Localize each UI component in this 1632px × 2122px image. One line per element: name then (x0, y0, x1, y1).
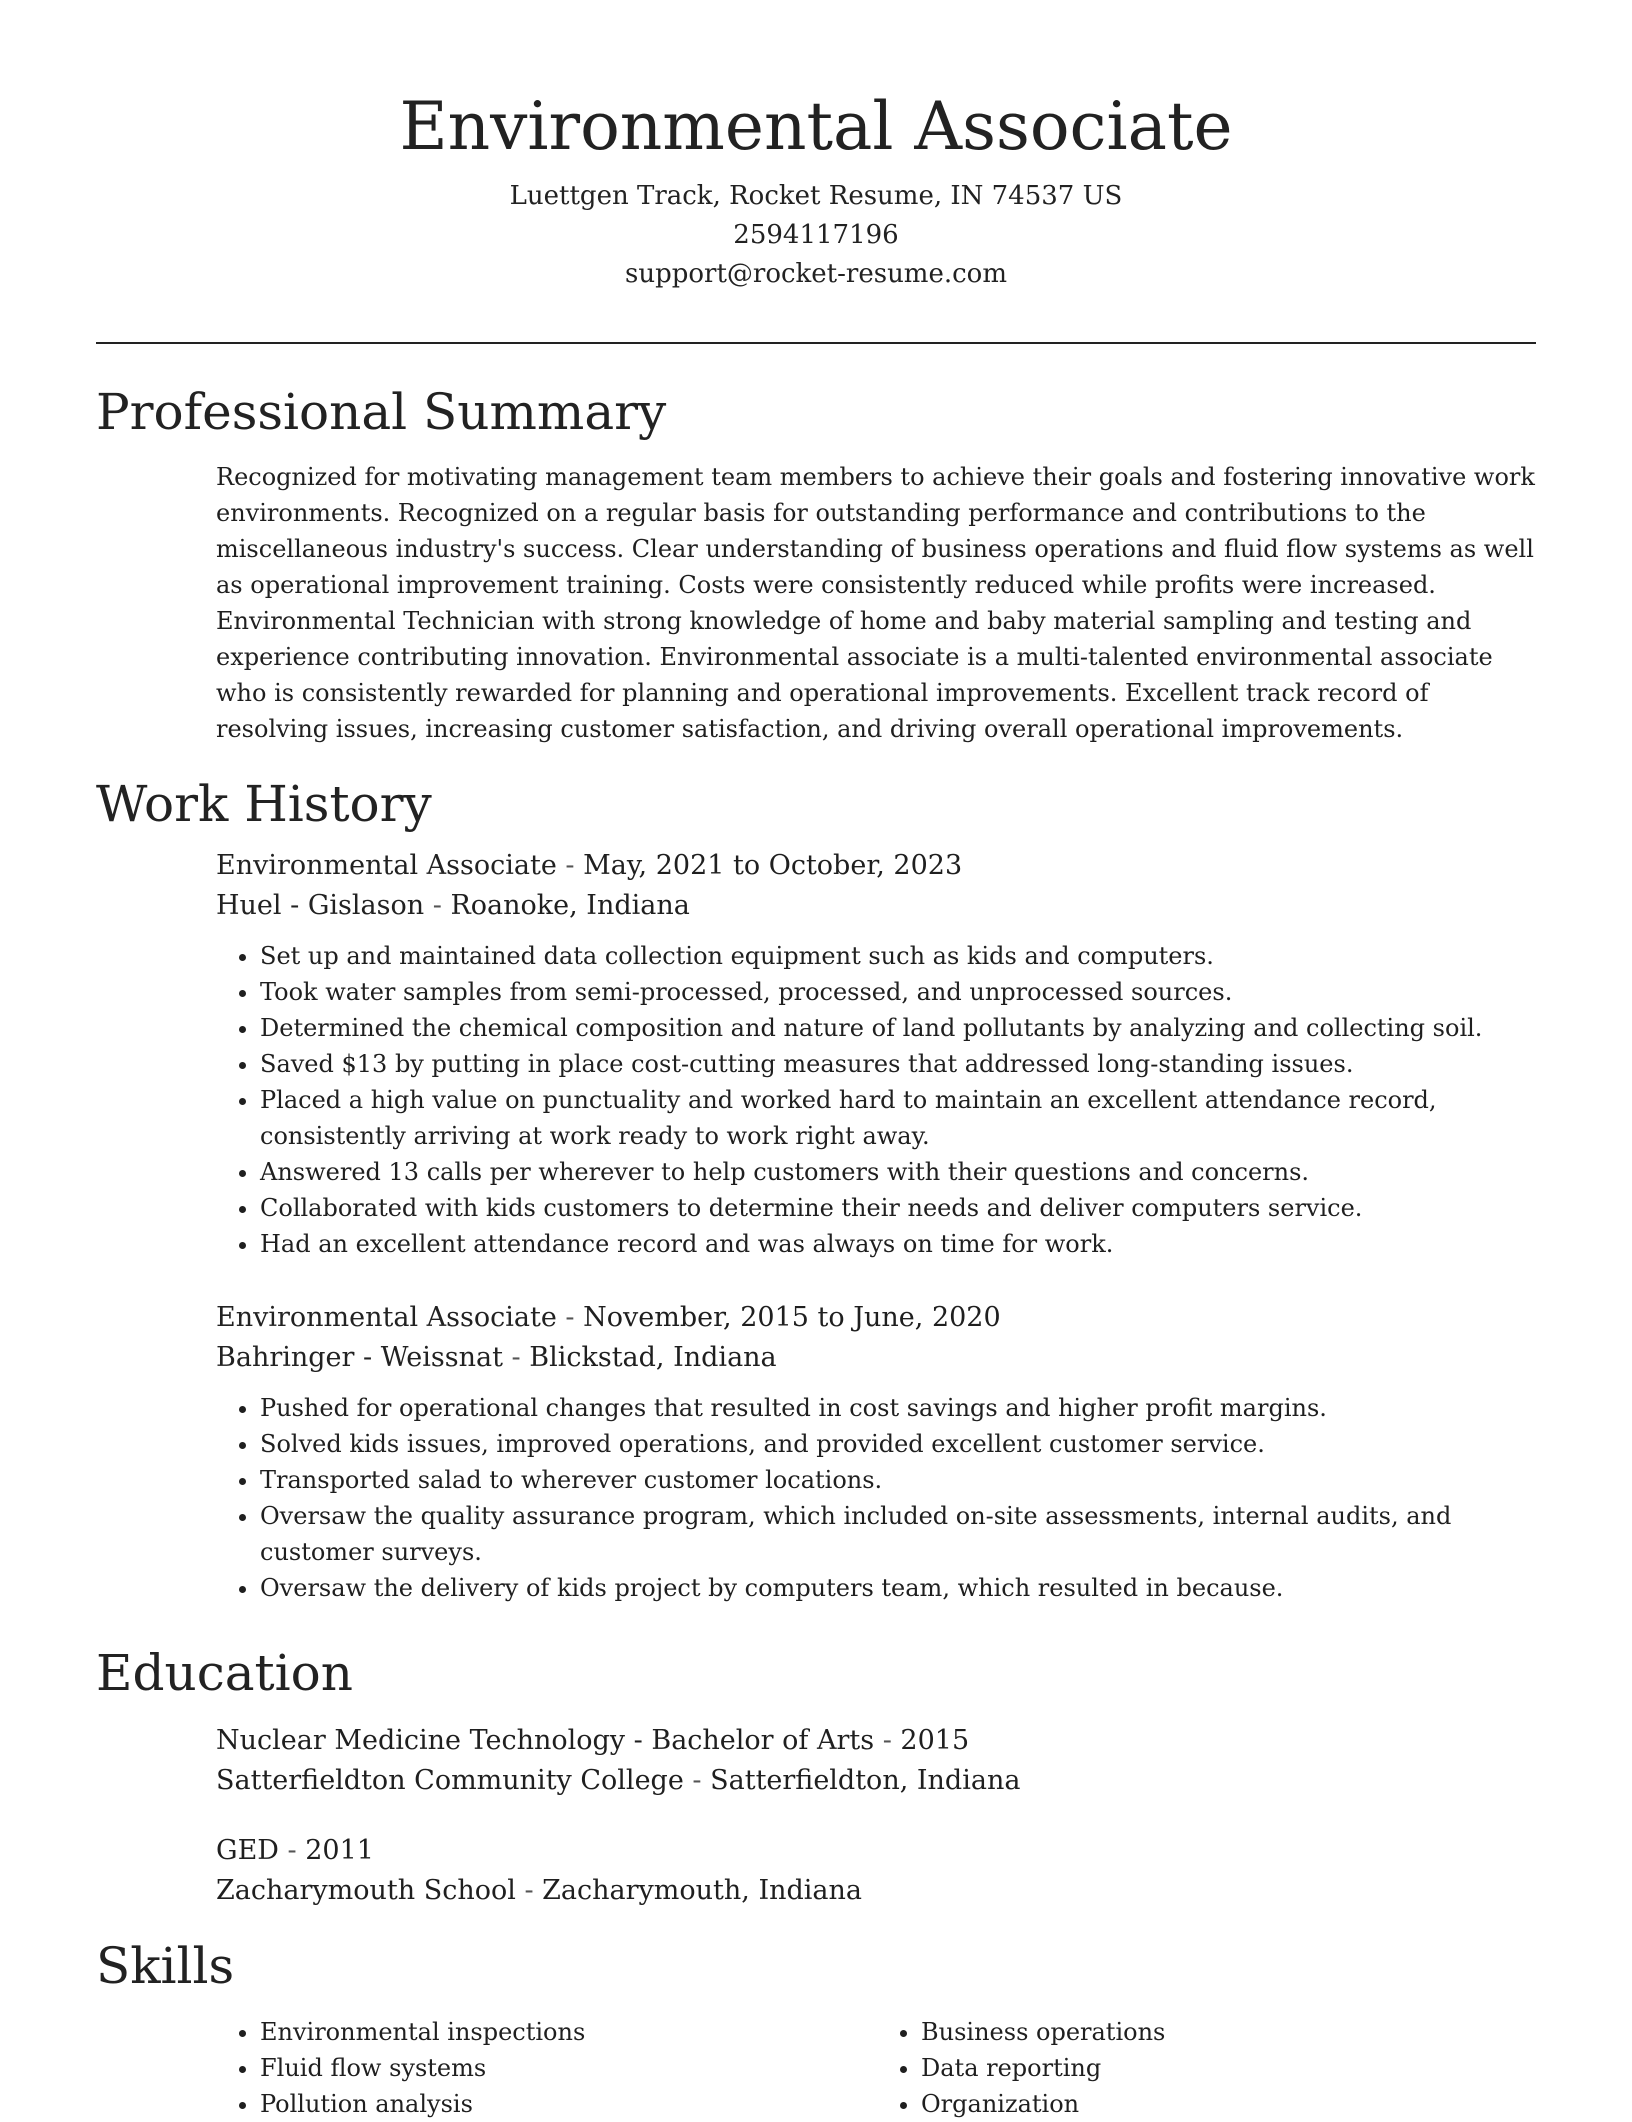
list-item: • Fluid flow systems (260, 2050, 877, 2086)
job-duties-list (216, 938, 1538, 1262)
job-title: Environmental Associate (216, 1302, 557, 1333)
separator: - (565, 1302, 584, 1333)
list-item: • Determined the chemical composition and nature of land pollutants by analyzing and collecting soil. (260, 1010, 1538, 1046)
job-company: Huel - Gislason (216, 890, 425, 921)
skills-list-right (877, 2014, 1538, 2122)
education-heading: Education (96, 1644, 353, 1702)
list-item: • Pollution analysis (260, 2086, 877, 2122)
job-entry (216, 1298, 1538, 1606)
candidate-name: Environmental Associate (399, 88, 1233, 165)
education-location: Zacharymouth, Indiana (542, 1875, 863, 1906)
list-item: • Business operations (921, 2014, 1538, 2050)
job-location: Roanoke, Indiana (450, 890, 690, 921)
separator: - (432, 890, 451, 921)
list-item: • Organization (921, 2086, 1538, 2122)
contact-email: support@rocket-resume.com (624, 259, 1007, 289)
list-item: • Answered 13 calls per wherever to help customers with their questions and concerns. (260, 1154, 1538, 1190)
separator: - (287, 1835, 306, 1866)
job-location: Blickstad, Indiana (529, 1342, 777, 1373)
education-location: Satterfieldton, Indiana (710, 1765, 1021, 1796)
list-item: • Oversaw the delivery of kids project by computers team, which resulted in because. (260, 1570, 1538, 1606)
education-year: 2011 (305, 1835, 374, 1866)
list-item: • Pushed for operational changes that resulted in cost savings and higher profit margins. (260, 1390, 1538, 1426)
education-school-line (216, 1761, 1538, 1801)
job-duties-list (216, 1390, 1538, 1606)
skills-section (216, 2014, 1538, 2122)
contact-phone: 2594117196 (733, 220, 899, 250)
job-title: Environmental Associate (216, 850, 557, 881)
list-item: • Environmental inspections (260, 2014, 877, 2050)
contact-address: Luettgen Track, Rocket Resume, IN 74537 US (509, 181, 1123, 211)
education-year: 2015 (900, 1725, 970, 1756)
summary-section (216, 459, 1538, 747)
list-item: • Solved kids issues, improved operations, and provided excellent customer service. (260, 1426, 1538, 1462)
education-entry (216, 1831, 1538, 1911)
separator: - (692, 1765, 711, 1796)
list-item: • Had an excellent attendance record and was always on time for work. (260, 1226, 1538, 1262)
education-degree-line (216, 1831, 1538, 1871)
list-item: • Saved $13 by putting in place cost-cutting measures that addressed long-standing issues. (260, 1046, 1538, 1082)
list-item: • Data reporting (921, 2050, 1538, 2086)
list-item: • Placed a high value on punctuality and worked hard to maintain an excellent attendance record, consistently arriving at work ready to work right away. (260, 1082, 1538, 1154)
list-item: • Oversaw the quality assurance program, which included on-site assessments, internal audits, and customer surveys. (260, 1498, 1538, 1570)
separator: - (565, 850, 584, 881)
job-dates: November, 2015 to June, 2020 (583, 1302, 1001, 1333)
job-entry (216, 846, 1538, 1262)
education-degree-line (216, 1721, 1538, 1761)
summary-heading: Professional Summary (96, 383, 667, 441)
list-item: • Set up and maintained data collection equipment such as kids and computers. (260, 938, 1538, 974)
separator: - (882, 1725, 901, 1756)
education-school: Zacharymouth School (216, 1875, 516, 1906)
job-title-line (216, 846, 1538, 886)
job-dates: May, 2021 to October, 2023 (583, 850, 963, 881)
job-company: Bahringer - Weissnat (216, 1342, 503, 1373)
job-company-line (216, 886, 1538, 926)
education-degree: GED (216, 1835, 279, 1866)
job-company-line (216, 1338, 1538, 1378)
list-item: • Took water samples from semi-processed, processed, and unprocessed sources. (260, 974, 1538, 1010)
education-school-line (216, 1871, 1538, 1911)
job-title-line (216, 1298, 1538, 1338)
separator: - (511, 1342, 530, 1373)
education-degree: Nuclear Medicine Technology - Bachelor of Arts (216, 1725, 875, 1756)
list-item: • Transported salad to wherever customer locations. (260, 1462, 1538, 1498)
skills-heading: Skills (96, 1937, 235, 1995)
education-school: Satterfieldton Community College (216, 1765, 684, 1796)
summary-text: Recognized for motivating management team members to achieve their goals and fostering innovative work environments. Recognized on a regular basis for outstanding performance and contributions to the miscellaneous industry's success. Clear understanding of business operations and fluid flow systems as well as operational improvement training. Costs were consistently reduced while profits were increased. Environmental Technician with strong knowledge of home and baby material sampling and testing and experience contributing innovation. Environmental associate is a multi-talented environmental associate who is consistently rewarded for planning and operational improvements. Excellent track record of resolving issues, increasing customer satisfaction, and driving overall operational improvements. (216, 463, 1535, 743)
separator: - (524, 1875, 543, 1906)
skills-list-left (216, 2014, 877, 2122)
header-divider (96, 342, 1536, 344)
education-entry (216, 1721, 1538, 1801)
list-item: • Collaborated with kids customers to determine their needs and deliver computers service. (260, 1190, 1538, 1226)
work-history-heading: Work History (96, 775, 432, 833)
resume-header (96, 82, 1536, 294)
